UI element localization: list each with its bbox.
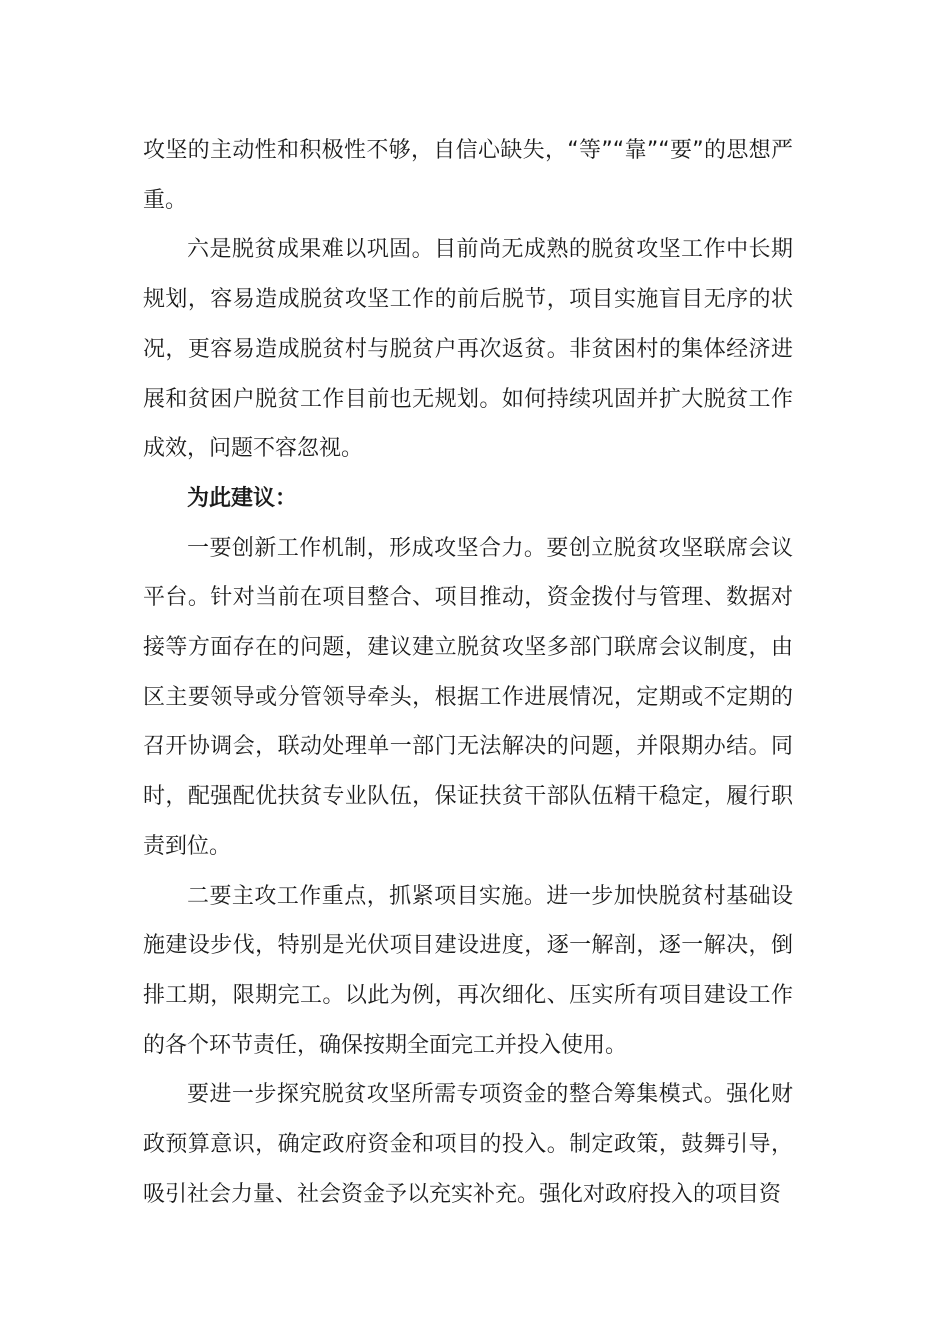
document-body xyxy=(143,126,793,1219)
paragraph-suggestion-two: 二要主攻工作重点，抓紧项目实施。进一步加快脱贫村基础设施建设步伐，特别是光伏项目建设进度，逐一解剖，逐一解决，倒排工期，限期完工。以此为例，再次细化、压实所有项目建设工作的各个环节责任，确保按期全面完工并投入使用。 xyxy=(143,883,793,1058)
paragraph-suggestion-one: 一要创新工作机制，形成攻坚合力。要创立脱贫攻坚联席会议平台。针对当前在项目整合、项目推动，资金拨付与管理、数据对接等方面存在的问题，建议建立脱贫攻坚多部门联席会议制度，由区主要领导或分管领导牵头，根据工作进展情况，定期或不定期的召开协调会，联动处理单一部门无法解决的问题，并限期办结。同时，配强配优扶贫专业队伍，保证扶贫干部队伍精干稳定，履行职责到位。 xyxy=(143,535,793,859)
paragraph-continuation: 攻坚的主动性和积极性不够，自信心缺失，“等”“靠”“要”的思想严重。 xyxy=(143,138,793,213)
paragraph-funding: 要进一步探究脱贫攻坚所需专项资金的整合筹集模式。强化财政预算意识，确定政府资金和项目的投入。制定政策，鼓舞引导，吸引社会力量、社会资金予以充实补充。强化对政府投入的项目资 xyxy=(143,1082,793,1207)
paragraph-point-six: 六是脱贫成果难以巩固。目前尚无成熟的脱贫攻坚工作中长期规划，容易造成脱贫攻坚工作的前后脱节，项目实施盲目无序的状况，更容易造成脱贫村与脱贫户再次返贫。非贫困村的集体经济进展和贫困户脱贫工作目前也无规划。如何持续巩固并扩大脱贫工作成效，问题不容忽视。 xyxy=(143,237,793,462)
section-heading-suggestions: 为此建议： xyxy=(187,485,298,511)
